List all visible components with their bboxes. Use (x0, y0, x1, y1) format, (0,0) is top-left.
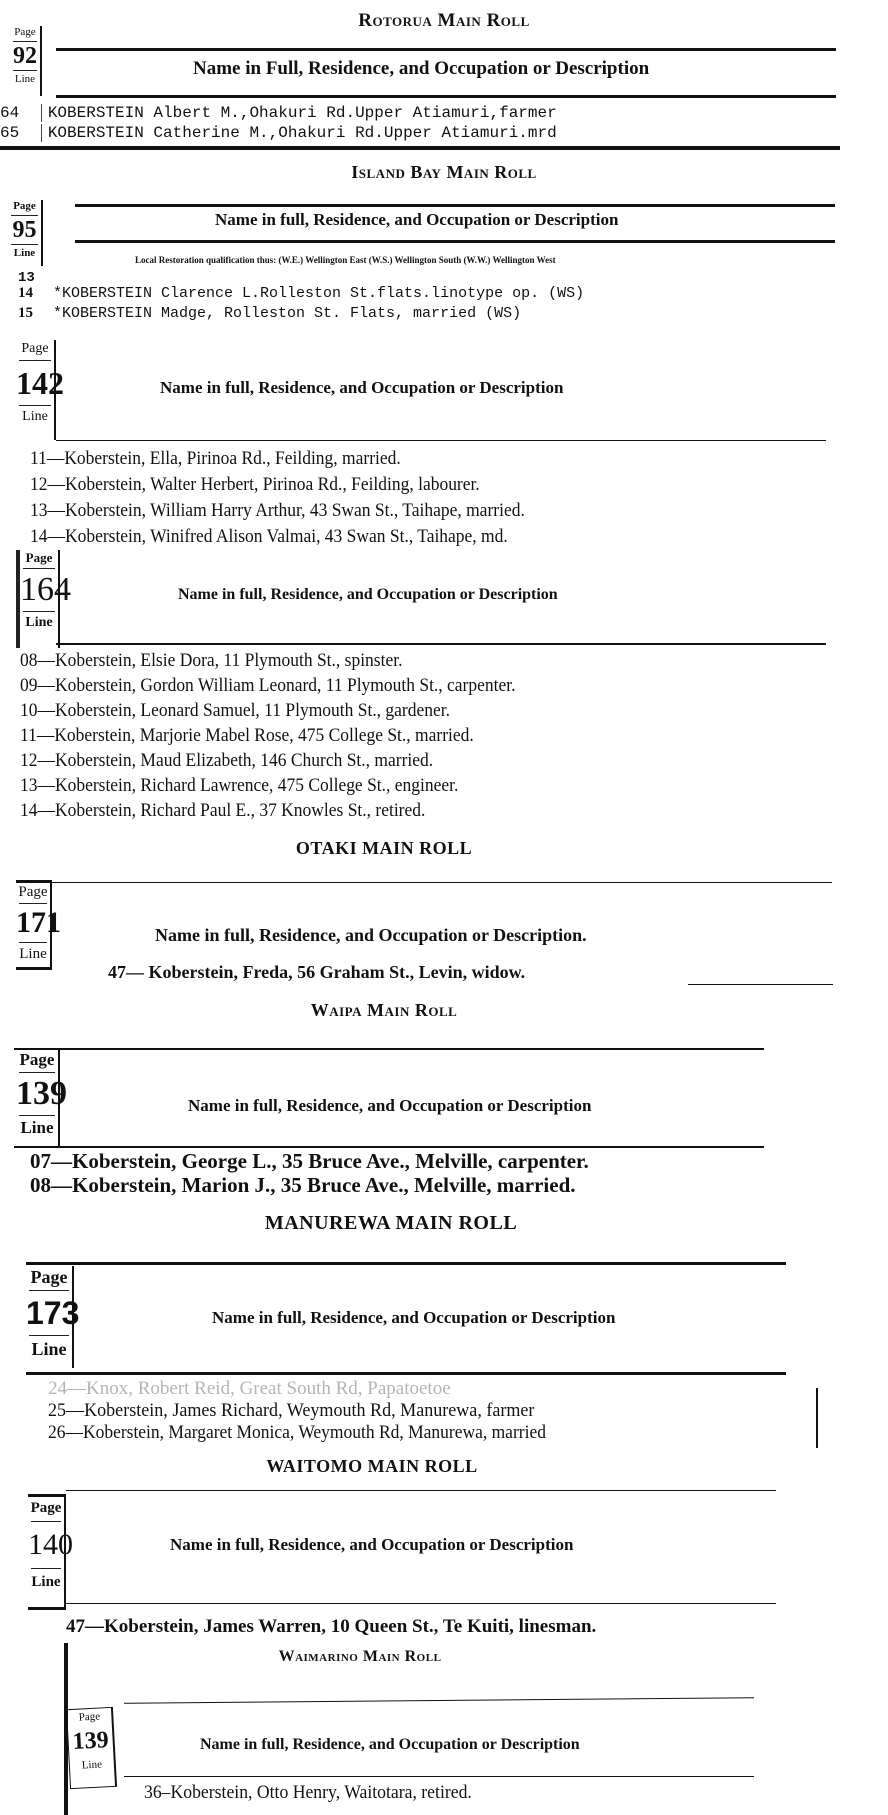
header-rule-bottom (124, 1776, 754, 1777)
page-line-box (16, 340, 64, 440)
entry-text: Koberstein, Maud Elizabeth, 146 Church St., married. (54, 750, 434, 771)
line-label: Line (25, 615, 53, 630)
header-rule-bottom (56, 643, 826, 645)
line-label: Line (31, 1574, 61, 1590)
roll-title: WAITOMO MAIN ROLL (266, 1456, 478, 1476)
page-line-box (28, 1494, 73, 1610)
line-number: 36 (144, 1782, 162, 1803)
entry-text: Koberstein, Elsie Dora, 11 Plymouth St., spinster. (54, 650, 403, 671)
roll-entry (0, 104, 557, 122)
roll-entry (18, 270, 35, 286)
header-rule-bottom (26, 1372, 786, 1375)
entry-text: Koberstein, James Warren, 10 Queen St., Te Kuiti, linesman. (104, 1616, 597, 1637)
page-line-box (16, 880, 61, 970)
roll-title: MANUREWA MAIN ROLL (264, 1212, 518, 1234)
roll-entry: 12—Koberstein, Walter Herbert, Pirinoa Rd., Feilding, labourer. (30, 474, 480, 495)
line-number: 12 (30, 474, 48, 495)
entry-text: Koberstein, Richard Lawrence, 475 College St., engineer. (54, 775, 459, 796)
page-label: Page (21, 341, 49, 356)
page-label: Page (30, 1500, 62, 1516)
line-number: 25 (48, 1400, 67, 1421)
roll-title: OTAKI MAIN ROLL (295, 838, 473, 858)
line-number: 65 (0, 124, 20, 142)
header-rule-bottom (56, 440, 826, 441)
line-number: 08 (20, 650, 38, 671)
page-number: 139 (16, 1075, 67, 1112)
page-line-box (16, 550, 71, 648)
section-divider (0, 146, 840, 150)
page-line-box (66, 1707, 117, 1789)
roll-entry: 11—Koberstein, Ella, Pirinoa Rd., Feilding, married. (30, 448, 401, 469)
roll-entry: 26—Koberstein, Margaret Monica, Weymouth Rd, Manurewa, married (48, 1422, 546, 1443)
page-line-box (10, 26, 42, 96)
line-number: 14 (20, 800, 38, 821)
line-number: 08 (30, 1173, 51, 1197)
roll-title: Waimarino Main Roll (278, 1648, 442, 1665)
entry-text: Koberstein, Marjorie Mabel Rose, 475 College St., married. (54, 725, 474, 746)
line-number: 13 (30, 500, 48, 521)
roll-entry: 11—Koberstein, Marjorie Mabel Rose, 475 College St., married. (20, 725, 474, 746)
line-number: 24 (48, 1378, 67, 1399)
roll-title: Rotorua Main Roll (358, 10, 530, 31)
line-number: 13 (18, 270, 35, 286)
line-number: 11 (20, 725, 37, 746)
roll-entry (18, 305, 521, 322)
entry-text: Koberstein, Margaret Monica, Weymouth Rd, Manurewa, married (82, 1422, 546, 1443)
line-number: 11 (30, 448, 47, 469)
line-number: 26 (48, 1422, 66, 1443)
line-number: 64 (0, 104, 20, 122)
header-rule-bottom (66, 1603, 776, 1604)
page-number: 139 (71, 1727, 110, 1755)
header-rule-bottom (14, 1146, 764, 1148)
line-label: Line (14, 73, 36, 85)
line-label: Line (13, 247, 36, 259)
entry-rule (688, 984, 833, 985)
line-label: Line (31, 1339, 67, 1359)
line-label: Line (20, 1118, 54, 1137)
roll-entry (18, 285, 584, 302)
roll-entry: 25—Koberstein, James Richard, Weymouth Rd, Manurewa, farmer (48, 1400, 535, 1421)
line-number: 14 (30, 526, 48, 547)
roll-entry: 47— Koberstein, Freda, 56 Graham St., Levin, widow. (108, 962, 526, 982)
roll-entry: 13—Koberstein, William Harry Arthur, 43 Swan St., Taihape, married. (30, 500, 525, 521)
roll-title: Island Bay Main Roll (351, 162, 537, 182)
line-number: 15 (18, 305, 33, 321)
entry-text: Koberstein, Richard Paul E., 37 Knowles St., retired. (54, 800, 426, 821)
roll-entry (0, 124, 557, 142)
page-line-box (16, 1050, 67, 1146)
line-number: 09 (20, 675, 38, 696)
entry-text: Koberstein, Gordon William Leonard, 11 Plymouth St., carpenter. (54, 675, 516, 696)
header-rule-top (66, 1490, 776, 1491)
entry-text: Koberstein, Walter Herbert, Pirinoa Rd., Feilding, labourer. (64, 474, 480, 495)
header-rule-top (124, 1697, 754, 1703)
column-header: Name in full, Residence, and Occupation or Description (215, 210, 619, 229)
page-number: 173 (26, 1295, 80, 1331)
page-label: Page (78, 1710, 101, 1724)
line-number: 10 (20, 700, 38, 721)
column-header: Name in full, Residence, and Occupation or Description (170, 1535, 574, 1554)
page-number: 140 (28, 1528, 73, 1561)
line-number: 47 (108, 962, 126, 982)
header-rule-top (56, 48, 836, 51)
line-number: 07 (30, 1149, 51, 1173)
entry-text: Knox, Robert Reid, Great South Rd, Papatoetoe (86, 1378, 451, 1399)
roll-entry: 08—Koberstein, Elsie Dora, 11 Plymouth St., spinster. (20, 650, 403, 671)
entry-text: Koberstein, James Richard, Weymouth Rd, Manurewa, farmer (84, 1400, 535, 1421)
roll-entry: 47—Koberstein, James Warren, 10 Queen St., Te Kuiti, linesman. (66, 1616, 597, 1637)
page-number: 142 (16, 365, 64, 401)
roll-entry: 09—Koberstein, Gordon William Leonard, 11 Plymouth St., carpenter. (20, 675, 516, 696)
roll-entry: 14—Koberstein, Winifred Alison Valmai, 43 Swan St., Taihape, md. (30, 526, 508, 547)
entry-text: KOBERSTEIN Catherine M.,Ohakuri Rd.Upper Atiamuri.mrd (41, 124, 557, 142)
header-rule-bottom (56, 95, 836, 98)
entry-text: Koberstein, Ella, Pirinoa Rd., Feilding, married. (64, 448, 401, 469)
restoration-note: Local Restoration qualification thus: (W.E.) Wellington East (W.S.) Wellington South (W.W.) Wellington West (135, 255, 556, 265)
header-rule-top (75, 204, 835, 207)
column-header: Name in Full, Residence, and Occupation or Description (193, 58, 650, 79)
page-line-box (26, 1266, 80, 1368)
roll-entry: 36–Koberstein, Otto Henry, Waitotara, retired. (144, 1782, 472, 1803)
roll-entry: 12—Koberstein, Maud Elizabeth, 146 Church St., married. (20, 750, 434, 771)
line-number: 47 (66, 1616, 85, 1637)
column-header: Name in full, Residence, and Occupation or Description (178, 586, 558, 603)
clipping-edge (816, 1388, 818, 1448)
line-label: Line (81, 1758, 103, 1772)
entry-text: Koberstein, Marion J., 35 Bruce Ave., Melville, married. (72, 1173, 576, 1197)
column-header: Name in full, Residence, and Occupation or Description (212, 1308, 616, 1327)
page-line-box (8, 200, 43, 266)
entry-text: KOBERSTEIN Albert M.,Ohakuri Rd.Upper Atiamuri,farmer (41, 104, 557, 122)
roll-entry: 10—Koberstein, Leonard Samuel, 11 Plymouth St., gardener. (20, 700, 450, 721)
header-rule-top (52, 882, 832, 883)
roll-title: Waipa Main Roll (310, 1000, 458, 1020)
page-label: Page (18, 884, 48, 900)
page-number: 164 (20, 571, 71, 608)
page-label: Page (19, 1050, 55, 1069)
page-label: Page (14, 26, 36, 38)
column-header: Name in full, Residence, and Occupation or Description (188, 1096, 592, 1115)
page-label: Page (25, 550, 53, 565)
roll-entry: 07—Koberstein, George L., 35 Bruce Ave., Melville, carpenter. (30, 1149, 589, 1173)
entry-text: *KOBERSTEIN Madge, Rolleston St. Flats, married (WS) (53, 305, 522, 322)
entry-text: Koberstein, Freda, 56 Graham St., Levin, widow. (148, 962, 526, 982)
page-number: 171 (16, 906, 61, 939)
line-number: 14 (18, 285, 33, 301)
page-label: Page (30, 1267, 68, 1287)
roll-entry: 13—Koberstein, Richard Lawrence, 475 College St., engineer. (20, 775, 459, 796)
header-rule-bottom (75, 240, 835, 243)
page-label: Page (13, 200, 36, 212)
header-rule-top (14, 1048, 764, 1050)
line-label: Line (22, 409, 48, 424)
line-number: 13 (20, 775, 38, 796)
entry-text: Koberstein, Otto Henry, Waitotara, retired. (170, 1782, 472, 1803)
entry-text: Koberstein, Winifred Alison Valmai, 43 Swan St., Taihape, md. (64, 526, 508, 547)
roll-entry: 14—Koberstein, Richard Paul E., 37 Knowles St., retired. (20, 800, 426, 821)
roll-entry: 08—Koberstein, Marion J., 35 Bruce Ave., Melville, married. (30, 1173, 576, 1197)
header-rule-top (26, 1262, 786, 1265)
entry-text: *KOBERSTEIN Clarence L.Rolleston St.flats.linotype op. (WS) (53, 285, 585, 302)
line-label: Line (19, 946, 47, 962)
entry-text: Koberstein, Leonard Samuel, 11 Plymouth St., gardener. (54, 700, 450, 721)
column-header: Name in full, Residence, and Occupation or Description (200, 1736, 580, 1753)
column-header: Name in full, Residence, and Occupation or Description. (155, 925, 587, 945)
entry-text: Koberstein, William Harry Arthur, 43 Swan St., Taihape, married. (64, 500, 525, 521)
page-number: 92 (13, 43, 37, 69)
line-number: 12 (20, 750, 38, 771)
entry-text: Koberstein, George L., 35 Bruce Ave., Melville, carpenter. (72, 1149, 589, 1173)
column-header: Name in full, Residence, and Occupation or Description (160, 378, 564, 397)
page-number: 95 (12, 217, 37, 243)
roll-entry: 24—Knox, Robert Reid, Great South Rd, Papatoetoe (48, 1378, 451, 1399)
